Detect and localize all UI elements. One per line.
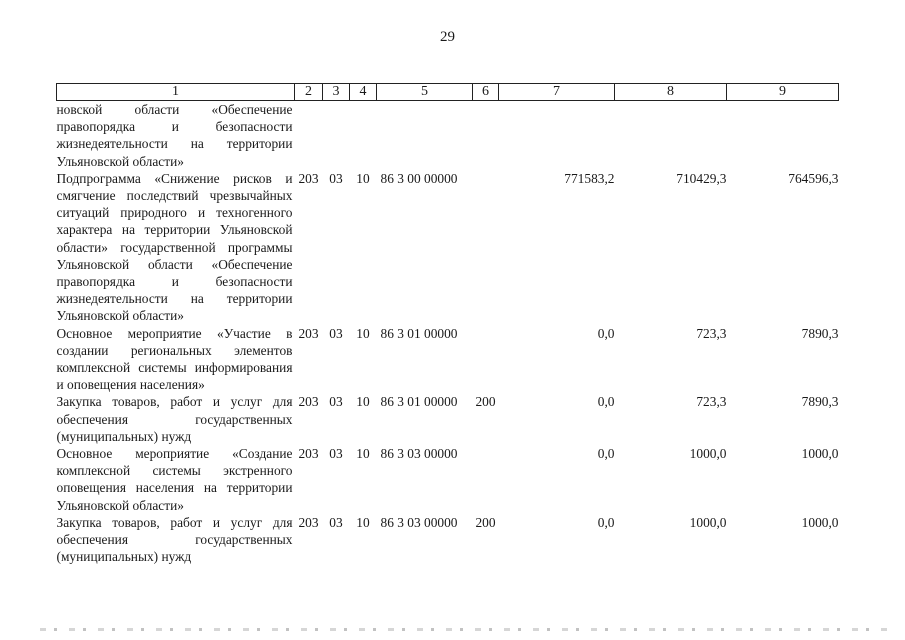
row-name: Закупка товаров, работ и услуг для обеспечения государственных (муниципальных) нужд (56, 514, 293, 565)
row-value-8 (615, 101, 727, 170)
table-row (57, 393, 839, 445)
row-code-5: 86 3 03 00000 (380, 514, 458, 530)
table-row (57, 445, 839, 514)
page-number: 29 (440, 29, 455, 45)
row-value-9: 764596,3 (788, 170, 839, 186)
row-value-7 (499, 101, 615, 170)
table-row (57, 514, 839, 566)
row-code-2: 203 (298, 394, 319, 410)
table-row (57, 325, 839, 394)
row-code-2: 203 (298, 514, 319, 530)
column-header-9: 9 (727, 84, 839, 101)
row-value-8: 723,3 (696, 325, 727, 341)
column-header-7: 7 (499, 84, 615, 101)
column-header-6: 6 (473, 84, 499, 101)
row-code-3: 03 (329, 514, 343, 530)
column-header-2: 2 (295, 84, 323, 101)
row-code-6 (473, 170, 499, 325)
row-code-3 (323, 101, 350, 170)
row-value-9: 7890,3 (801, 394, 839, 410)
row-code-3: 03 (329, 170, 343, 186)
row-value-7: 0,0 (597, 446, 615, 462)
table-row (57, 170, 839, 325)
row-code-2 (295, 101, 323, 170)
row-name: Основное мероприятие «Участие в создании региональных элементов комплексной системы информирования и оповещения населения» (56, 325, 293, 393)
row-code-3: 03 (329, 325, 343, 341)
row-code-2: 203 (298, 446, 319, 462)
row-code-2: 203 (298, 170, 319, 186)
row-value-9 (727, 101, 839, 170)
row-value-9: 1000,0 (801, 514, 839, 530)
row-name: Подпрограмма «Снижение рисков и смягчение последствий чрезвычайных ситуаций природного и техногенного характера на территории Ульяновской области» государственной программы Ульяновской области «Обеспечение правопорядка и безопасности жизнедеятельности на территории Ульяновской области» (56, 170, 293, 324)
row-value-8: 1000,0 (689, 446, 727, 462)
row-value-9: 7890,3 (801, 325, 839, 341)
row-code-6 (473, 445, 499, 514)
row-code-4: 10 (356, 170, 370, 186)
row-code-2: 203 (298, 325, 319, 341)
row-code-5: 86 3 01 00000 (380, 394, 458, 410)
row-code-5: 86 3 01 00000 (380, 325, 458, 341)
scan-edge-artifact (40, 628, 895, 631)
column-header-5: 5 (377, 84, 473, 101)
row-code-5 (377, 101, 473, 170)
row-code-6 (473, 325, 499, 394)
column-header-1: 1 (57, 84, 295, 101)
row-value-7: 0,0 (597, 514, 615, 530)
row-value-8: 723,3 (696, 394, 727, 410)
table-header-row (57, 84, 839, 101)
row-name: Основное мероприятие «Создание комплексной системы экстренного оповещения населения на территории Ульяновской области» (56, 446, 293, 513)
row-code-5: 86 3 00 00000 (380, 170, 458, 186)
row-value-9: 1000,0 (801, 446, 839, 462)
row-code-4: 10 (356, 325, 370, 341)
row-code-3: 03 (329, 446, 343, 462)
column-header-8: 8 (615, 84, 727, 101)
row-code-4 (350, 101, 377, 170)
row-name: Закупка товаров, работ и услуг для обеспечения государственных (муниципальных) нужд (56, 394, 293, 444)
column-header-3: 3 (323, 84, 350, 101)
table-row (57, 101, 839, 170)
row-code-4: 10 (356, 446, 370, 462)
row-value-7: 0,0 (597, 394, 615, 410)
budget-table (56, 83, 839, 565)
row-code-4: 10 (356, 394, 370, 410)
row-code-6: 200 (475, 394, 496, 410)
row-value-8: 710429,3 (676, 170, 727, 186)
row-value-7: 771583,2 (564, 170, 615, 186)
row-code-5: 86 3 03 00000 (380, 446, 458, 462)
row-code-6: 200 (475, 514, 496, 530)
row-value-8: 1000,0 (689, 514, 727, 530)
row-name: новской области «Обеспечение правопорядка и безопасности жизнедеятельности на территории Ульяновской области» (56, 102, 293, 169)
column-header-4: 4 (350, 84, 377, 101)
row-code-6 (473, 101, 499, 170)
row-value-7: 0,0 (597, 325, 615, 341)
row-code-3: 03 (329, 394, 343, 410)
row-code-4: 10 (356, 514, 370, 530)
